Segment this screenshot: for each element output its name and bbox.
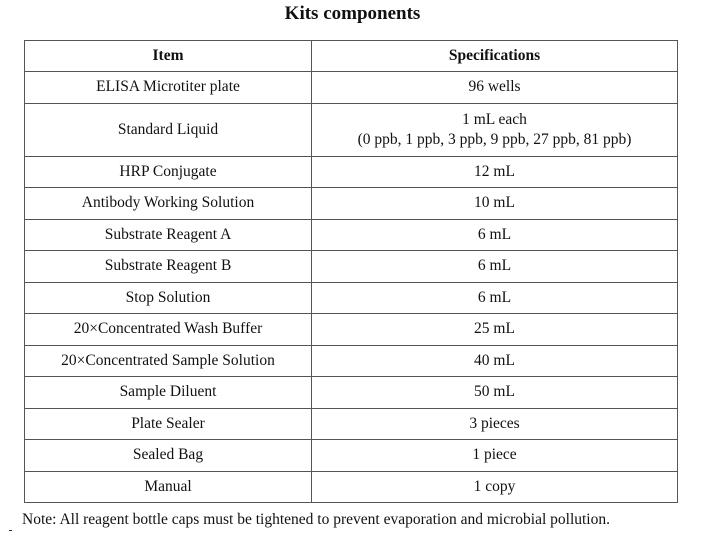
item-cell: 20×Concentrated Wash Buffer (25, 314, 312, 346)
spec-cell: 10 mL (312, 188, 678, 220)
page-title: Kits components (284, 3, 421, 24)
table-row (25, 345, 678, 377)
spec-cell: 96 wells (312, 72, 678, 104)
table-row (25, 471, 678, 503)
item-cell: Sample Diluent (25, 377, 312, 409)
kit-components-table (24, 40, 678, 503)
spec-cell: 1 piece (312, 440, 678, 472)
footnote: Note: All reagent bottle caps must be tightened to prevent evaporation and microbial pollution. (22, 511, 610, 528)
table-row (25, 156, 678, 188)
header-specifications: Specifications (312, 41, 678, 72)
item-cell: Substrate Reagent B (25, 251, 312, 283)
spec-cell: 40 mL (312, 345, 678, 377)
table-row (25, 314, 678, 346)
table-row (25, 440, 678, 472)
item-cell: Substrate Reagent A (25, 219, 312, 251)
item-cell: Manual (25, 471, 312, 503)
spec-cell: 3 pieces (312, 408, 678, 440)
item-cell: Antibody Working Solution (25, 188, 312, 220)
item-cell: HRP Conjugate (25, 156, 312, 188)
spec-cell: 6 mL (312, 251, 678, 283)
spec-main-text: 1 mL each (462, 110, 527, 128)
spec-cell: 1 copy (312, 471, 678, 503)
table-row (25, 377, 678, 409)
header-item: Item (25, 41, 312, 72)
table-row (25, 188, 678, 220)
table-row (25, 282, 678, 314)
spec-cell: 6 mL (312, 282, 678, 314)
spec-cell: 12 mL (312, 156, 678, 188)
item-cell: ELISA Microtiter plate (25, 72, 312, 104)
table-row (25, 219, 678, 251)
item-cell: 20×Concentrated Sample Solution (25, 345, 312, 377)
table-row (25, 408, 678, 440)
item-cell: Stop Solution (25, 282, 312, 314)
item-cell: Sealed Bag (25, 440, 312, 472)
spec-cell: 50 mL (312, 377, 678, 409)
table-row (25, 103, 678, 156)
item-cell: Standard Liquid (25, 103, 312, 156)
table-row (25, 72, 678, 104)
spec-cell: 25 mL (312, 314, 678, 346)
spec-cell: 6 mL (312, 219, 678, 251)
item-cell: Plate Sealer (25, 408, 312, 440)
spec-cell (312, 103, 678, 156)
table-row (25, 251, 678, 283)
table-header-row (25, 41, 678, 72)
stray-mark (9, 530, 12, 531)
spec-detail-text: (0 ppb, 1 ppb, 3 ppb, 9 ppb, 27 ppb, 81 ppb) (357, 130, 632, 148)
